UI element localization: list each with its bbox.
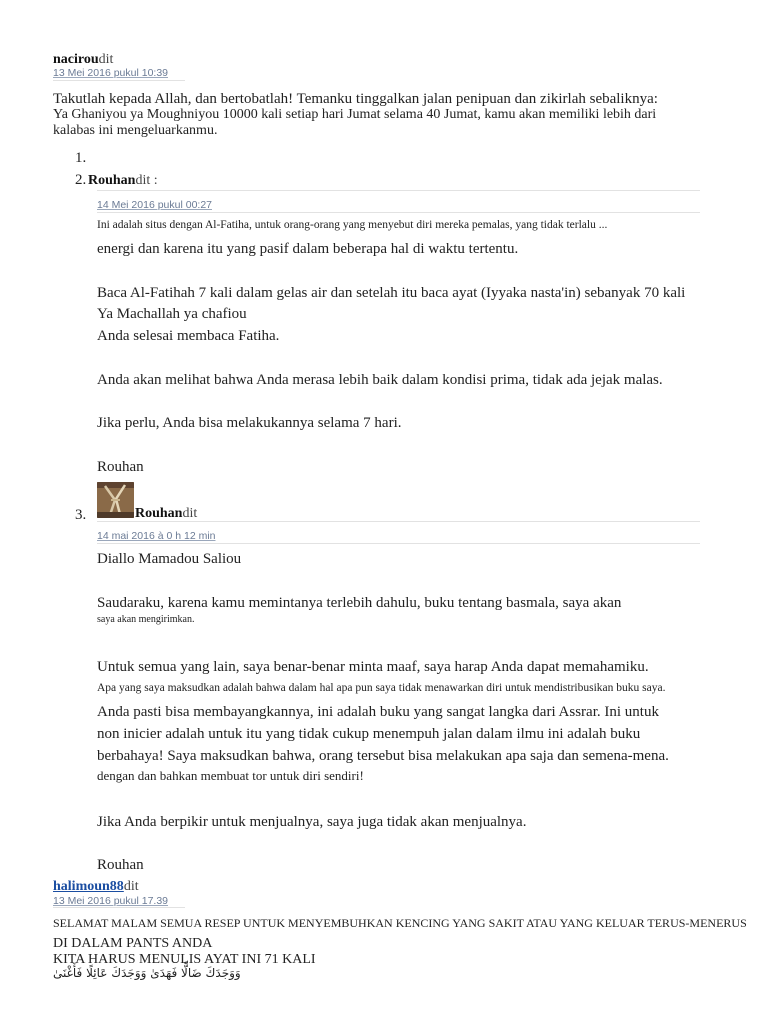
comment-text: DI DALAM PANTS ANDA (53, 936, 213, 951)
divider (97, 521, 700, 522)
comment-header (53, 878, 139, 895)
reply-date-link[interactable]: 14 Mei 2016 pukul 00:27 (97, 199, 213, 211)
reply-text: Anda selesai membaca Fatiha. (97, 328, 280, 344)
comment-date-link[interactable]: 13 Mei 2016 pukul 10:39 (53, 67, 169, 79)
reply-signature: Rouhan (97, 459, 144, 475)
comment-date-link[interactable]: 13 Mei 2016 pukul 17.39 (53, 895, 169, 907)
reply-text: Untuk semua yang lain, saya benar-benar minta maaf, saya harap Anda dapat memahamiku. (97, 659, 649, 675)
reply-header (88, 172, 158, 189)
reply-text: Diallo Mamadou Saliou (97, 551, 242, 567)
divider (97, 190, 700, 191)
comment-text: Ya Ghaniyou ya Moughniyou 10000 kali setiap hari Jumat selama 40 Jumat, kamu akan memiliki lebih dari (53, 107, 657, 122)
comment-author[interactable]: nacirou (53, 52, 99, 67)
reply-text: Jika perlu, Anda bisa melakukannya selama 7 hari. (97, 415, 402, 431)
reply-author[interactable]: Rouhan (88, 173, 136, 188)
reply-header (135, 505, 197, 522)
reply-said: dit (182, 506, 198, 521)
reply-text: Anda akan melihat bahwa Anda merasa lebih baik dalam kondisi prima, tidak ada jejak malas. (97, 372, 663, 388)
reply-text: dengan dan bahkan membuat tor untuk diri sendiri! (97, 768, 364, 783)
list-number: 2. (75, 172, 87, 188)
reply-text: energi dan karena itu yang pasif dalam beberapa hal di waktu tertentu. (97, 241, 519, 257)
divider (53, 907, 185, 908)
reply-text: berbahaya! Saya maksudkan bahwa, orang tersebut bisa melakukan apa saja dan semena-mena. (97, 748, 669, 764)
comment-author-link[interactable]: halimoun88 (53, 879, 124, 894)
divider (53, 80, 185, 81)
reply-text: Jika Anda berpikir untuk menjualnya, saya juga tidak akan menjualnya. (97, 814, 527, 830)
reply-date-link[interactable]: 14 mai 2016 à 0 h 12 min (97, 530, 216, 542)
reply-signature: Rouhan (97, 857, 144, 873)
divider (97, 543, 700, 544)
comment-text: SELAMAT MALAM SEMUA RESEP UNTUK MENYEMBUHKAN KENCING YANG SAKIT ATAU YANG KELUAR TERUS-MENERUS (53, 916, 747, 930)
divider (97, 212, 700, 213)
list-number: 3. (75, 507, 87, 523)
comment-text: KITA HARUS MENULIS AYAT INI 71 KALI (53, 952, 316, 967)
avatar[interactable] (97, 482, 134, 518)
comment-header (53, 51, 113, 68)
reply-text: Anda pasti bisa membayangkannya, ini adalah buku yang sangat langka dari Assrar. Ini untuk (97, 704, 659, 720)
comment-text: Takutlah kepada Allah, dan bertobatlah! Temanku tinggalkan jalan penipuan dan zikirlah sebaliknya: (53, 91, 658, 107)
avatar-image (97, 482, 134, 518)
reply-text: saya akan mengirimkan. (97, 614, 195, 625)
reply-text: Ini adalah situs dengan Al-Fatiha, untuk orang-orang yang menyebut diri mereka pemalas, yang tidak terlalu ... (97, 219, 608, 231)
reply-text: Baca Al-Fatihah 7 kali dalam gelas air dan setelah itu baca ayat (Iyyaka nasta'in) sebanyak 70 kali (97, 285, 686, 301)
comment-said: dit (98, 52, 114, 67)
reply-text: non inicier adalah untuk itu yang tidak cukup menempuh jalan dalam ilmu ini adalah buku (97, 726, 641, 742)
reply-said: dit : (135, 173, 158, 188)
reply-text: Saudaraku, karena kamu memintanya terlebih dahulu, buku tentang basmala, saya akan (97, 595, 622, 611)
reply-text: Ya Machallah ya chafiou (97, 306, 247, 322)
list-number: 1. (75, 150, 87, 166)
reply-author[interactable]: Rouhan (135, 506, 183, 521)
comment-said: dit (123, 879, 139, 894)
reply-text: Apa yang saya maksudkan adalah bahwa dalam hal apa pun saya tidak menawarkan diri untuk mendistribusikan buku saya. (97, 682, 666, 694)
comment-text: kalabas ini mengeluarkanmu. (53, 123, 218, 138)
arabic-verse: وَوَجَدَكَ ضَالًّا فَهَدَىٰ وَوَجَدَكَ عَائِلًا فَأَغْنَىٰ (53, 966, 241, 980)
